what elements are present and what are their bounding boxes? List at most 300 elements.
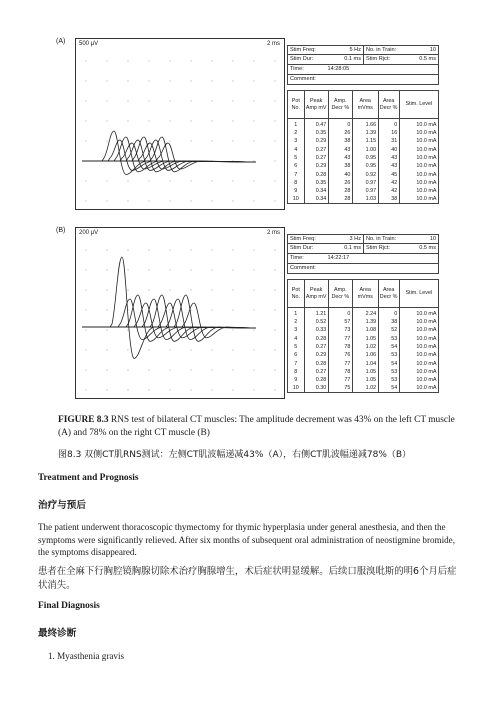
grid-dot xyxy=(212,181,213,182)
grid-dot xyxy=(275,161,276,162)
table-cell: 4 xyxy=(288,146,305,154)
grid-dot xyxy=(233,290,234,291)
table-cell: 10.0 mA xyxy=(399,187,438,195)
table-cell: 10.0 mA xyxy=(399,137,438,145)
comment-label: Comment: xyxy=(290,265,316,271)
cmap-trace xyxy=(82,299,256,340)
table-cell: 6 xyxy=(288,162,305,170)
table-cell: 1.39 xyxy=(352,129,378,137)
amplitude-scale: 200 μV xyxy=(79,230,99,236)
grid-dot xyxy=(233,350,234,351)
table-cell: 1.05 xyxy=(352,376,378,384)
table-cell: 2 xyxy=(288,129,305,137)
treatment-heading-cn: 治疗与预后 xyxy=(38,500,86,511)
table-cell: 16 xyxy=(378,129,399,137)
table-row xyxy=(288,170,439,178)
grid-dot xyxy=(170,121,171,122)
grid-dot xyxy=(233,250,234,251)
grid-dot xyxy=(107,121,108,122)
grid-dot xyxy=(86,370,87,371)
stim-rjct-label: Stim Rjct: xyxy=(363,55,408,64)
table-row xyxy=(288,154,439,162)
table-cell: 0.27 xyxy=(304,368,328,376)
diagnosis-heading-cn: 最终诊断 xyxy=(38,628,77,639)
grid-dot xyxy=(191,250,192,251)
grid-dot xyxy=(191,310,192,311)
table-cell: 78 xyxy=(328,343,352,351)
cmap-trace xyxy=(82,303,256,338)
table-cell: 1.05 xyxy=(352,368,378,376)
grid-dot xyxy=(233,81,234,82)
table-cell: 1.02 xyxy=(352,343,378,351)
grid-dot xyxy=(149,81,150,82)
table-row xyxy=(288,187,439,195)
table-cell: 7 xyxy=(288,170,305,178)
grid-dot xyxy=(107,101,108,102)
col-header: Area Decr % xyxy=(378,280,399,308)
table-row xyxy=(288,326,439,334)
table-cell: 8 xyxy=(288,368,305,376)
stim-freq-value: 5 Hz xyxy=(349,47,361,53)
table-cell: 43 xyxy=(378,162,399,170)
grid-dot xyxy=(107,370,108,371)
waveform-plot xyxy=(75,227,285,399)
cmap-trace xyxy=(82,303,256,338)
grid-dot xyxy=(170,201,171,202)
grid-dot xyxy=(254,370,255,371)
stim-freq-label: Stim Freq: xyxy=(290,236,316,242)
grid-dot xyxy=(86,181,87,182)
grid-dot xyxy=(128,101,129,102)
table-row xyxy=(288,343,439,351)
table-cell: 53 xyxy=(378,368,399,376)
time-value: 14:22:17 xyxy=(327,255,350,261)
diagnosis-item: 1. Myasthenia gravis xyxy=(48,651,125,661)
table-cell: 10.0 mA xyxy=(399,343,438,351)
grid-dot xyxy=(128,350,129,351)
stim-dur-value: 0.1 ms xyxy=(344,245,361,251)
grid-dot xyxy=(233,390,234,391)
table-cell: 0.33 xyxy=(304,326,328,334)
cmap-trace xyxy=(82,299,256,340)
col-header: Area Decr % xyxy=(378,91,399,119)
grid-dot xyxy=(107,181,108,182)
table-cell: 0.92 xyxy=(352,170,378,178)
amplitude-scale: 500 μV xyxy=(79,41,99,47)
grid-dot xyxy=(170,310,171,311)
grid-dot xyxy=(128,290,129,291)
rns-panel-b xyxy=(56,227,437,399)
stim-rjct-value: 0.5 ms xyxy=(419,56,436,62)
table-cell: 0.47 xyxy=(304,119,328,130)
table-cell: 31 xyxy=(378,137,399,145)
grid-dot xyxy=(170,181,171,182)
table-cell: 53 xyxy=(378,351,399,359)
grid-dot xyxy=(275,370,276,371)
table-cell: 0 xyxy=(328,308,352,319)
grid-dot xyxy=(149,181,150,182)
grid-dot xyxy=(191,350,192,351)
grid-dot xyxy=(212,370,213,371)
grid-dot xyxy=(191,61,192,62)
table-cell: 77 xyxy=(328,376,352,384)
stim-dur-label: Stim Dur: xyxy=(290,245,314,251)
table-cell: 53 xyxy=(378,376,399,384)
table-cell: 10.0 mA xyxy=(399,384,438,393)
grid-dot xyxy=(212,290,213,291)
grid-dot xyxy=(149,290,150,291)
table-cell: 10.0 mA xyxy=(399,335,438,343)
grid-dot xyxy=(107,61,108,62)
table-cell: 0.28 xyxy=(304,359,328,367)
cmap-trace xyxy=(82,295,256,341)
table-cell: 28 xyxy=(328,195,352,204)
grid-dot xyxy=(275,390,276,391)
grid-dot xyxy=(170,350,171,351)
table-cell: 43 xyxy=(328,154,352,162)
grid-dot xyxy=(191,370,192,371)
grid-dot xyxy=(86,250,87,251)
grid-dot xyxy=(86,141,87,142)
table-cell: 53 xyxy=(378,335,399,343)
grid-dot xyxy=(275,310,276,311)
grid-dot xyxy=(86,330,87,331)
grid-dot xyxy=(191,121,192,122)
table-cell: 7 xyxy=(288,359,305,367)
grid-dot xyxy=(149,61,150,62)
table-cell: 10.0 mA xyxy=(399,351,438,359)
grid-dot xyxy=(191,390,192,391)
grid-dot xyxy=(149,270,150,271)
table-cell: 1.08 xyxy=(352,326,378,334)
grid-dot xyxy=(107,201,108,202)
treatment-heading: Treatment and Prognosis xyxy=(38,473,139,483)
cmap-trace xyxy=(82,257,256,359)
cmap-trace xyxy=(82,295,256,341)
col-header: Area mVms xyxy=(352,280,378,308)
grid-dot xyxy=(86,101,87,102)
col-header: Peak Amp mV xyxy=(304,91,328,119)
grid-dot xyxy=(212,270,213,271)
grid-dot xyxy=(107,250,108,251)
table-cell: 0.35 xyxy=(304,179,328,187)
grid-dot xyxy=(149,250,150,251)
rns-table xyxy=(287,90,439,204)
grid-dot xyxy=(149,141,150,142)
grid-dot xyxy=(254,201,255,202)
grid-dot xyxy=(128,121,129,122)
table-cell: 1.05 xyxy=(352,335,378,343)
comment-label: Comment: xyxy=(290,76,316,82)
table-row xyxy=(288,146,439,154)
table-cell: 28 xyxy=(328,187,352,195)
table-row xyxy=(288,376,439,384)
grid-dot xyxy=(191,290,192,291)
table-cell: 42 xyxy=(378,179,399,187)
stim-info-box xyxy=(287,234,439,274)
grid-dot xyxy=(212,101,213,102)
cmap-trace xyxy=(82,131,256,175)
grid-dot xyxy=(212,81,213,82)
grid-dot xyxy=(254,141,255,142)
grid-dot xyxy=(275,350,276,351)
col-header: Amp. Decr % xyxy=(328,280,352,308)
grid-dot xyxy=(212,250,213,251)
col-header: Pot No. xyxy=(288,280,305,308)
grid-dot xyxy=(191,141,192,142)
time-scale: 2 ms xyxy=(266,41,280,47)
grid-dot xyxy=(233,141,234,142)
grid-dot xyxy=(275,290,276,291)
grid-dot xyxy=(212,390,213,391)
col-header: Pot No. xyxy=(288,91,305,119)
stim-dur-value: 0.1 ms xyxy=(344,56,361,62)
table-cell: 10.0 mA xyxy=(399,146,438,154)
waveform-traces xyxy=(76,228,286,400)
grid-dot xyxy=(128,370,129,371)
table-cell: 10.0 mA xyxy=(399,359,438,367)
col-header: Peak Amp mV xyxy=(304,280,328,308)
table-cell: 10.0 mA xyxy=(399,170,438,178)
no-in-train-value: 10 xyxy=(429,236,436,242)
cmap-trace xyxy=(82,299,256,340)
time-label: Time: xyxy=(290,66,304,72)
grid-dot xyxy=(191,81,192,82)
col-header: Stim. Level xyxy=(399,91,438,119)
grid-dot xyxy=(170,250,171,251)
grid-dot xyxy=(233,330,234,331)
table-cell: 9 xyxy=(288,376,305,384)
grid-dot xyxy=(86,201,87,202)
table-cell: 10.0 mA xyxy=(399,129,438,137)
table-cell: 78 xyxy=(328,368,352,376)
grid-dot xyxy=(233,201,234,202)
stim-rjct-label: Stim Rjct: xyxy=(363,244,408,253)
table-cell: 0.27 xyxy=(304,343,328,351)
grid-dot xyxy=(212,350,213,351)
panel-label: (B) xyxy=(56,227,66,234)
grid-dot xyxy=(107,141,108,142)
table-row xyxy=(288,335,439,343)
no-in-train-label: No. in Train: xyxy=(363,46,422,54)
grid-dot xyxy=(254,290,255,291)
table-cell: 10.0 mA xyxy=(399,368,438,376)
table-cell: 45 xyxy=(378,170,399,178)
grid-dot xyxy=(107,350,108,351)
table-cell: 1 xyxy=(288,119,305,130)
table-row xyxy=(288,119,439,130)
grid-dot xyxy=(149,370,150,371)
rns-table xyxy=(287,279,439,393)
grid-dot xyxy=(275,201,276,202)
table-row xyxy=(288,384,439,393)
grid-dot xyxy=(170,270,171,271)
grid-dot xyxy=(254,161,255,162)
table-cell: 76 xyxy=(328,351,352,359)
table-row xyxy=(288,308,439,319)
grid-dot xyxy=(107,390,108,391)
table-cell: 0.28 xyxy=(304,376,328,384)
table-cell: 10.0 mA xyxy=(399,195,438,204)
time-value: 14:28:05 xyxy=(327,66,350,72)
table-cell: 26 xyxy=(328,179,352,187)
grid-dot xyxy=(254,270,255,271)
grid-dot xyxy=(149,390,150,391)
grid-dot xyxy=(86,270,87,271)
table-cell: 38 xyxy=(378,195,399,204)
table-cell: 1.06 xyxy=(352,351,378,359)
diagnosis-heading: Final Diagnosis xyxy=(38,601,100,611)
stim-freq-value: 3 Hz xyxy=(349,236,361,242)
table-cell: 0.95 xyxy=(352,154,378,162)
grid-dot xyxy=(254,61,255,62)
table-row xyxy=(288,137,439,145)
grid-dot xyxy=(212,141,213,142)
grid-dot xyxy=(254,250,255,251)
time-scale: 2 ms xyxy=(266,230,280,236)
table-cell: 1.21 xyxy=(304,308,328,319)
grid-dot xyxy=(128,181,129,182)
grid-dot xyxy=(254,181,255,182)
table-cell: 73 xyxy=(328,326,352,334)
stim-info-box xyxy=(287,45,439,85)
table-cell: 1 xyxy=(288,308,305,319)
table-cell: 10.0 mA xyxy=(399,154,438,162)
grid-dot xyxy=(233,101,234,102)
col-header: Amp. Decr % xyxy=(328,91,352,119)
grid-dot xyxy=(128,81,129,82)
waveform-plot xyxy=(75,38,285,210)
grid-dot xyxy=(191,201,192,202)
col-header: Area mVms xyxy=(352,91,378,119)
cmap-trace xyxy=(82,295,256,341)
grid-dot xyxy=(170,390,171,391)
table-cell: 0 xyxy=(378,308,399,319)
grid-dot xyxy=(233,310,234,311)
grid-dot xyxy=(233,121,234,122)
grid-dot xyxy=(233,181,234,182)
treatment-paragraph-cn: 患者在全麻下行胸腔镜胸腺切除术治疗胸腺增生，术后症状明显缓解。后续口服溴吡斯的明6个月后症状消失。 xyxy=(38,566,457,591)
grid-dot xyxy=(254,101,255,102)
treatment-paragraph: The patient underwent thoracoscopic thymectomy for thymic hyperplasia under general anesthesia, and then the symptoms were significantly relieved. After six months of subsequent oral administration of neostigmine bromide, the symptoms disappeared. xyxy=(38,522,455,558)
grid-dot xyxy=(149,101,150,102)
grid-dot xyxy=(275,181,276,182)
grid-dot xyxy=(212,61,213,62)
grid-dot xyxy=(149,350,150,351)
table-cell: 10 xyxy=(288,195,305,204)
grid-dot xyxy=(107,310,108,311)
table-row xyxy=(288,129,439,137)
grid-dot xyxy=(170,141,171,142)
grid-dot xyxy=(254,330,255,331)
stim-dur-label: Stim Dur: xyxy=(290,56,314,62)
grid-dot xyxy=(128,250,129,251)
table-cell: 54 xyxy=(378,359,399,367)
grid-dot xyxy=(275,141,276,142)
grid-dot xyxy=(170,81,171,82)
figure-caption-text: RNS test of bilateral CT muscles: The amplitude decrement was 43% on the left CT muscle (A) and 78% on the right CT muscle (B) xyxy=(58,415,455,438)
table-row xyxy=(288,318,439,326)
table-cell: 5 xyxy=(288,343,305,351)
grid-dot xyxy=(86,121,87,122)
table-cell: 1.04 xyxy=(352,359,378,367)
grid-dot xyxy=(254,310,255,311)
table-cell: 0.29 xyxy=(304,162,328,170)
table-cell: 57 xyxy=(328,318,352,326)
grid-dot xyxy=(191,330,192,331)
table-cell: 10.0 mA xyxy=(399,308,438,319)
grid-dot xyxy=(254,121,255,122)
grid-dot xyxy=(275,270,276,271)
table-cell: 1.03 xyxy=(352,195,378,204)
grid-dot xyxy=(191,101,192,102)
time-label: Time: xyxy=(290,255,304,261)
grid-dot xyxy=(275,250,276,251)
grid-dot xyxy=(212,121,213,122)
table-cell: 40 xyxy=(378,146,399,154)
table-cell: 43 xyxy=(378,154,399,162)
table-cell: 9 xyxy=(288,187,305,195)
figure-label: FIGURE 8.3 xyxy=(58,415,109,425)
figure-caption-cn: 图8.3 双侧CT肌RNS测试：左侧CT肌波幅递减43%（A），右侧CT肌波幅递减78%（B） xyxy=(58,450,412,460)
grid-dot xyxy=(107,81,108,82)
table-cell: 40 xyxy=(328,170,352,178)
table-cell: 0.28 xyxy=(304,335,328,343)
table-cell: 54 xyxy=(378,384,399,393)
table-cell: 1.66 xyxy=(352,119,378,130)
grid-dot xyxy=(191,270,192,271)
grid-dot xyxy=(86,350,87,351)
table-cell: 10.0 mA xyxy=(399,318,438,326)
grid-dot xyxy=(254,350,255,351)
grid-dot xyxy=(275,101,276,102)
table-cell: 10.0 mA xyxy=(399,119,438,130)
table-row xyxy=(288,162,439,170)
grid-dot xyxy=(128,330,129,331)
table-row xyxy=(288,351,439,359)
table-cell: 38 xyxy=(378,318,399,326)
table-cell: 10.0 mA xyxy=(399,326,438,334)
grid-dot xyxy=(86,290,87,291)
grid-dot xyxy=(86,310,87,311)
grid-dot xyxy=(212,201,213,202)
table-cell: 1.15 xyxy=(352,137,378,145)
grid-dot xyxy=(86,390,87,391)
grid-dot xyxy=(128,390,129,391)
table-cell: 38 xyxy=(328,137,352,145)
table-cell: 1.39 xyxy=(352,318,378,326)
table-cell: 52 xyxy=(378,326,399,334)
table-cell: 0.29 xyxy=(304,137,328,145)
grid-dot xyxy=(107,290,108,291)
table-cell: 0.97 xyxy=(352,179,378,187)
table-cell: 42 xyxy=(378,187,399,195)
grid-dot xyxy=(254,81,255,82)
table-cell: 0.27 xyxy=(304,154,328,162)
table-row xyxy=(288,179,439,187)
grid-dot xyxy=(233,270,234,271)
table-cell: 0.35 xyxy=(304,129,328,137)
table-row xyxy=(288,195,439,204)
table-row xyxy=(288,359,439,367)
grid-dot xyxy=(254,390,255,391)
grid-dot xyxy=(170,61,171,62)
table-cell: 26 xyxy=(328,129,352,137)
table-row xyxy=(288,368,439,376)
grid-dot xyxy=(233,370,234,371)
table-cell: 8 xyxy=(288,179,305,187)
table-cell: 10.0 mA xyxy=(399,179,438,187)
